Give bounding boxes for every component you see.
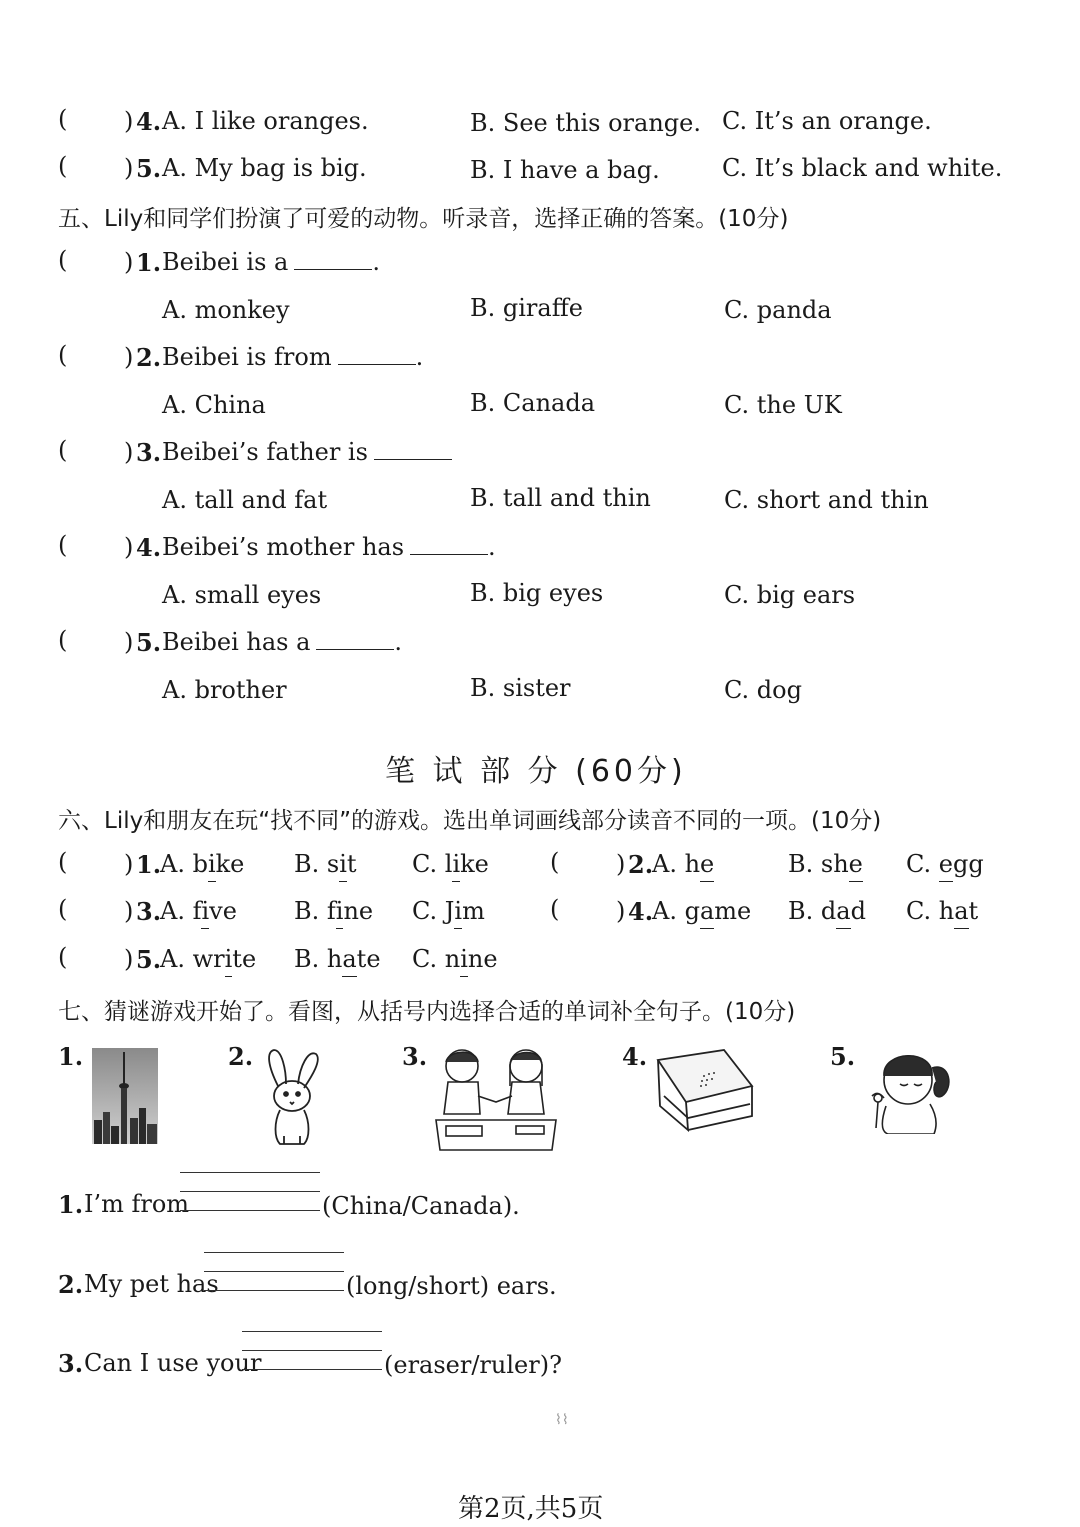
answer-paren-close: ) [124,438,134,466]
underlined-letter: i [460,945,468,973]
four-line-writing-blank[interactable] [204,1252,344,1309]
option-a-post: te [232,945,257,973]
option-a-pre: A. f [160,897,202,925]
option-b [294,945,381,973]
underlined-letter: i [452,850,461,878]
option-a-pre: A. g [652,897,700,925]
answer-paren-close: ) [616,850,626,878]
option-a [652,897,751,925]
sentence-choices: (long/short) ears. [346,1272,557,1300]
picture-label-2: 2. [228,1042,254,1071]
section-6-heading: 六、Lily和朋友在玩“找不同”的游戏。选出单词画线部分读音不同的一项。(10分) [58,808,882,834]
option-b: B. big eyes [470,579,604,607]
answer-paren-open[interactable]: ( [58,895,68,923]
option-c: C. big ears [724,581,856,609]
question-number: 1. [136,850,162,879]
option-c-post: ne [467,945,498,973]
book-picture [654,1046,756,1132]
answer-paren-open[interactable]: ( [550,895,560,923]
option-b-post: ne [343,897,374,925]
question-number: 4. [136,107,162,136]
question-stem [162,533,496,561]
question-stem-end: . [394,628,403,656]
underlined-letter: e [848,850,863,878]
girl-smelling-flower-picture [862,1044,962,1134]
option-b: B. See this orange. [470,109,701,137]
answer-paren-open[interactable]: ( [58,246,68,274]
option-c-pre: C. h [906,897,955,925]
option-c: C. It’s black and white. [722,154,1003,182]
option-c-post: t [968,897,979,925]
option-a-pre: A. h [652,850,701,878]
question-number: 4. [628,897,654,926]
section-7-heading: 七、猜谜游戏开始了。看图，从括号内选择合适的单词补全句子。(10分) [58,999,796,1025]
question-number: 4. [136,533,162,562]
option-a-pre: A. b [160,850,208,878]
question-number: 5. [136,628,162,657]
option-c: C. It’s an orange. [722,107,932,135]
question-number: 2. [136,343,162,372]
question-stem-end: . [415,343,424,371]
four-line-writing-blank[interactable] [242,1331,382,1388]
sentence-number: 1. [58,1190,84,1219]
answer-paren-close: ) [124,107,134,135]
answer-paren-close: ) [616,897,626,925]
option-c-pre: C. J [412,897,455,925]
option-b-pre: B. sh [788,850,849,878]
option-a-post: ke [215,850,245,878]
sentence-start: My pet has [84,1270,219,1298]
page-footer: 第2页,共5页 [458,1494,604,1524]
answer-paren-open[interactable]: ( [58,848,68,876]
answer-paren-open[interactable]: ( [58,152,68,180]
four-line-writing-blank[interactable] [180,1172,320,1229]
underlined-letter: i [224,945,233,973]
option-b-post: te [356,945,381,973]
answer-paren-close: ) [124,945,134,973]
rabbit-picture [256,1046,328,1148]
underlined-letter: a [699,897,715,925]
question-stem-text: Beibei has a [162,628,311,656]
option-b: B. I have a bag. [470,156,660,184]
question-stem [162,438,452,466]
sentence-start: Can I use your [84,1349,262,1377]
question-stem-text: Beibei’s father is [162,438,368,466]
answer-paren-close: ) [124,850,134,878]
option-a: A. China [162,391,266,419]
question-number: 3. [136,897,162,926]
question-number: 5. [136,945,162,974]
sentence-number: 3. [58,1349,84,1378]
answer-paren-open[interactable]: ( [58,436,68,464]
option-b [788,897,866,925]
answer-paren-close: ) [124,154,134,182]
question-stem-text: Beibei’s mother has [162,533,405,561]
option-b [294,897,373,925]
picture-label-3: 3. [402,1042,428,1071]
underlined-letter: a [342,945,357,973]
option-c: C. panda [724,296,832,324]
question-stem [162,343,423,371]
picture-label-1: 1. [58,1042,84,1071]
question-stem-end: . [488,533,496,561]
question-number: 3. [136,438,162,467]
answer-blank[interactable] [374,441,452,460]
underlined-letter: e [938,850,953,878]
question-stem [162,628,402,656]
picture-label-5: 5. [830,1042,856,1071]
answer-blank[interactable] [316,631,394,650]
answer-paren-close: ) [124,248,134,276]
option-a [160,897,237,925]
underlined-letter: a [954,897,969,925]
option-c-pre: C. n [412,945,461,973]
answer-paren-open[interactable]: ( [550,848,560,876]
sentence-number: 2. [58,1270,84,1299]
answer-paren-open[interactable]: ( [58,341,68,369]
underlined-letter: i [454,897,463,925]
answer-blank[interactable] [338,346,416,365]
option-c [906,850,984,878]
answer-paren-close: ) [124,533,134,561]
option-a: A. small eyes [162,581,322,609]
underlined-letter: e [700,850,715,878]
question-number: 5. [136,154,162,183]
option-a-post: me [714,897,752,925]
option-c-post: m [462,897,485,925]
answer-blank[interactable] [294,251,372,270]
option-c: C. short and thin [724,486,929,514]
answer-paren-close: ) [124,897,134,925]
sentence-choices: (China/Canada). [322,1192,520,1220]
question-number: 2. [628,850,654,879]
option-b: B. tall and thin [470,484,651,512]
answer-paren-close: ) [124,343,134,371]
option-a-post: ve [209,897,237,925]
underlined-letter: i [339,850,347,878]
option-b: B. sister [470,674,571,702]
picture-label-4: 4. [622,1042,648,1071]
students-desk-picture [434,1046,558,1154]
option-c-post: gg [952,850,984,878]
option-c-pre: C. [906,850,939,878]
option-b-post: t [346,850,357,878]
answer-paren-open[interactable]: ( [58,531,68,559]
option-b [294,850,357,878]
option-a-pre: A. wr [160,945,225,973]
option-c [412,945,498,973]
section-5-heading: 五、Lily和同学们扮演了可爱的动物。听录音，选择正确的答案。(10分) [58,206,789,232]
underlined-letter: i [335,897,344,925]
option-a: A. My bag is big. [162,154,367,182]
option-c [412,897,485,925]
option-a: A. tall and fat [162,486,328,514]
question-stem [162,248,380,276]
question-stem-text: Beibei is from [162,343,332,371]
sentence-choices: (eraser/ruler)? [384,1351,562,1379]
option-a: A. I like oranges. [162,107,369,135]
answer-paren-close: ) [124,628,134,656]
question-number: 1. [136,248,162,277]
question-stem-end: . [372,248,380,276]
underlined-letter: i [207,850,216,878]
option-b-pre: B. d [788,897,837,925]
option-b [788,850,863,878]
page-mark-icon: ⌇⌇ [555,1412,569,1428]
option-c-pre: C. l [412,850,453,878]
option-b: B. Canada [470,389,596,417]
answer-paren-open[interactable]: ( [58,105,68,133]
option-a: A. brother [162,676,287,704]
option-a [160,850,244,878]
option-b-pre: B. f [294,897,336,925]
cn-tower-picture [92,1048,158,1144]
answer-paren-open[interactable]: ( [58,943,68,971]
option-a [160,945,256,973]
option-a [652,850,714,878]
option-b-pre: B. s [294,850,340,878]
option-c-post: ke [460,850,489,878]
option-b-post: d [850,897,866,925]
option-c [906,897,978,925]
option-b-pre: B. h [294,945,343,973]
option-a: A. monkey [162,296,290,324]
written-part-title: 笔 试 部 分 (60分) [385,754,687,789]
underlined-letter: a [836,897,851,925]
underlined-letter: i [201,897,210,925]
question-stem-text: Beibei is a [162,248,289,276]
answer-paren-open[interactable]: ( [58,626,68,654]
option-c: C. dog [724,676,802,704]
option-c: C. the UK [724,391,842,419]
sentence-start: I’m from [84,1190,190,1218]
option-b: B. giraffe [470,294,583,322]
option-c [412,850,489,878]
answer-blank[interactable] [410,536,488,555]
